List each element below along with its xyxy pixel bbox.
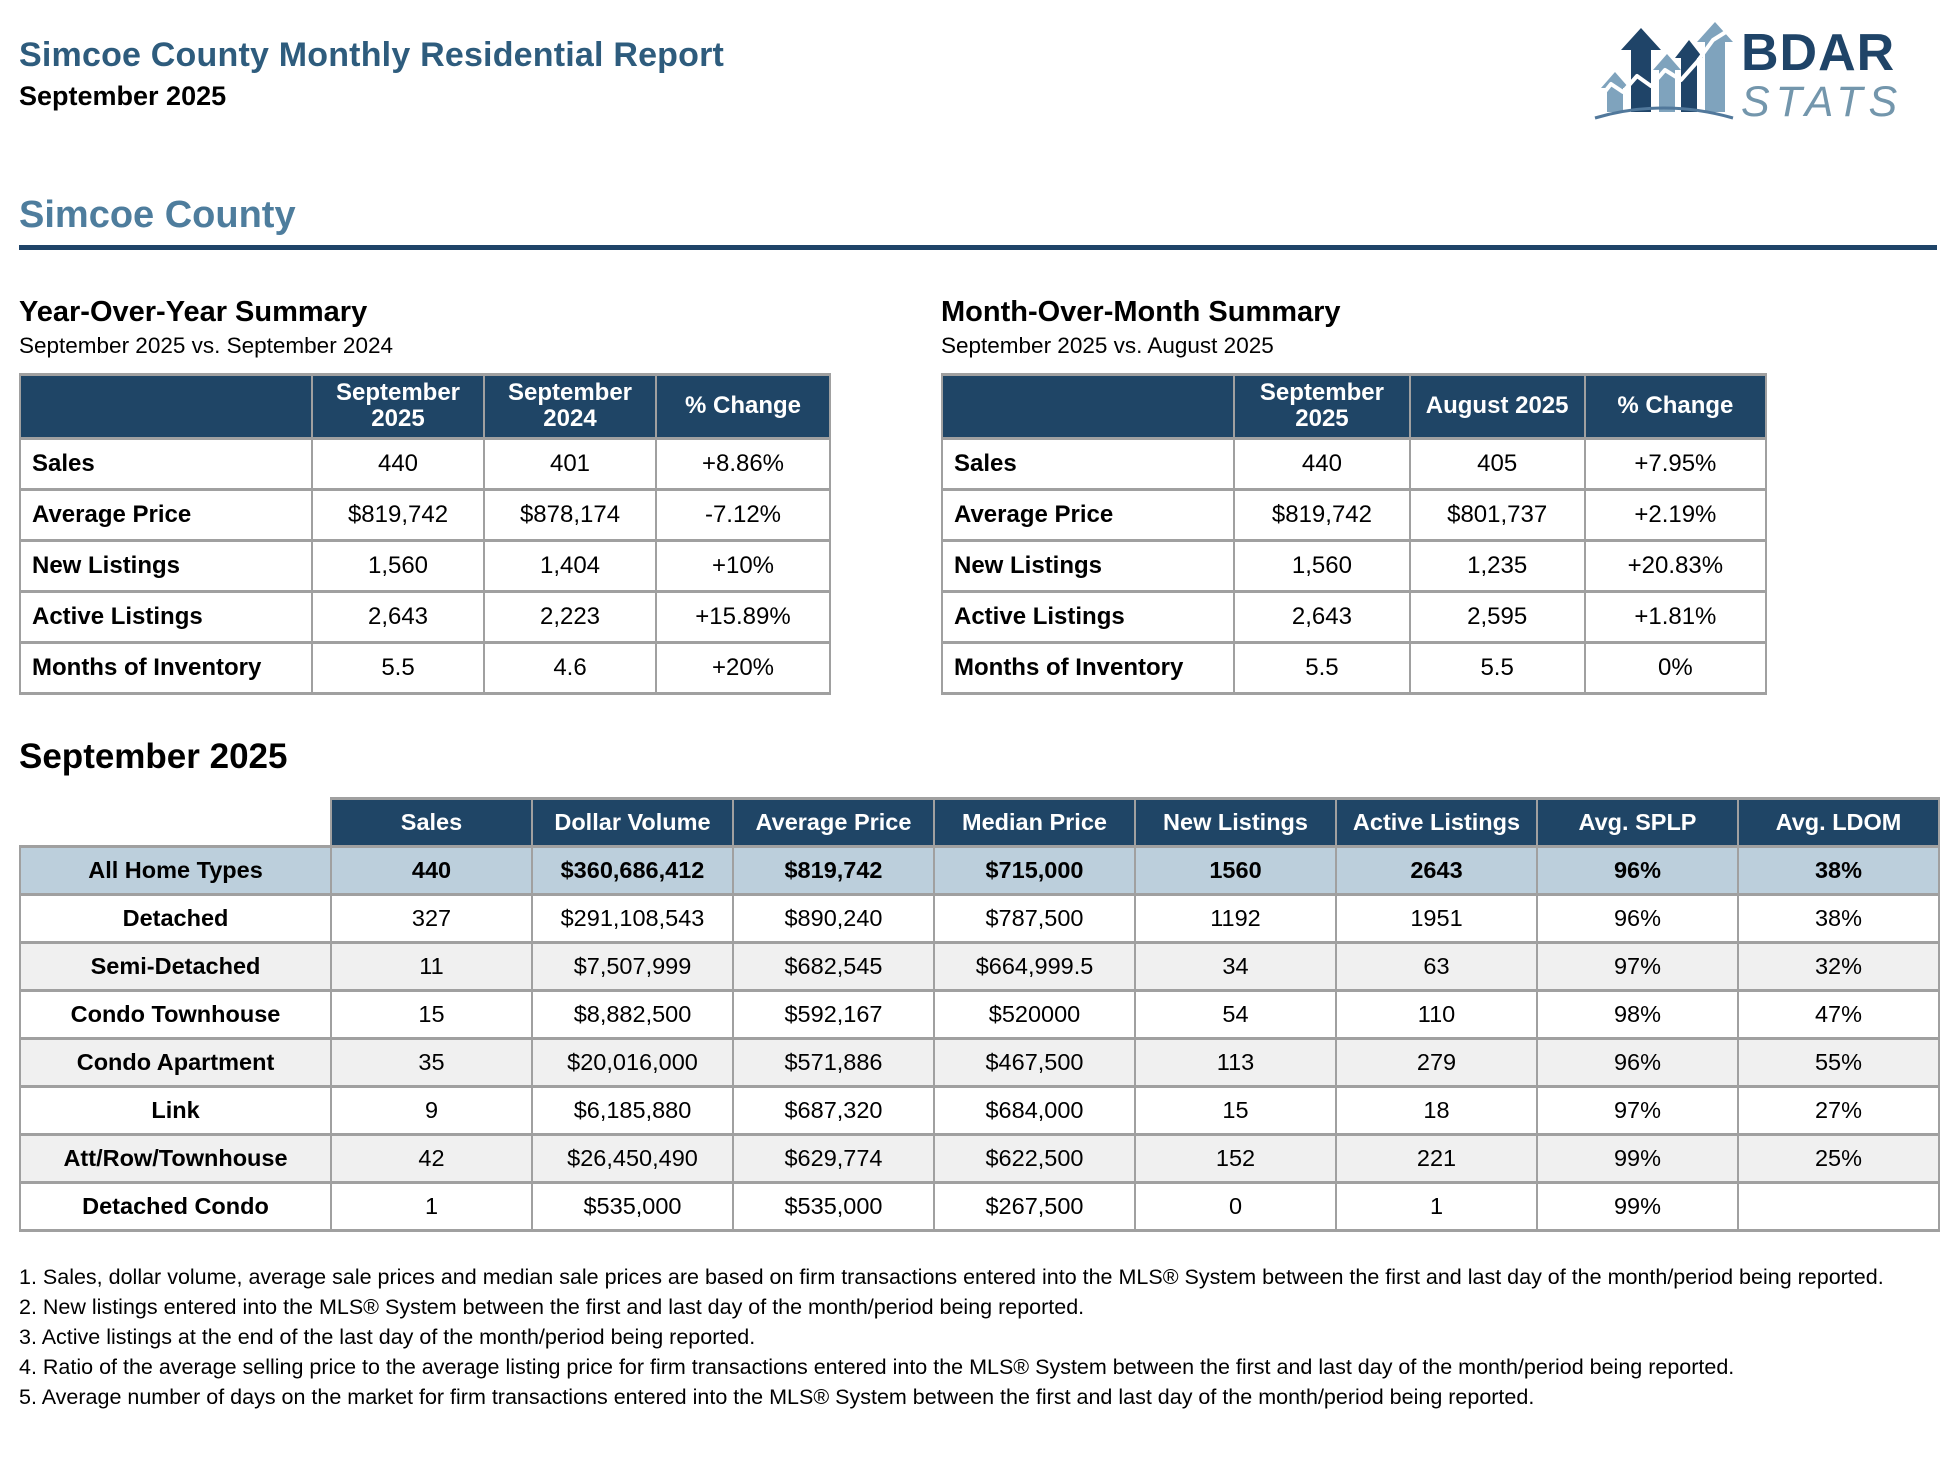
- value-cell: 0: [1135, 1182, 1336, 1230]
- value-cell: 35: [331, 1038, 532, 1086]
- column-header: Avg. LDOM: [1738, 798, 1939, 846]
- column-header-blank: [20, 375, 312, 439]
- table-row: [942, 489, 1766, 540]
- value-cell: $26,450,490: [532, 1134, 733, 1182]
- table-row: [20, 1038, 1939, 1086]
- value-cell: 1: [331, 1182, 532, 1230]
- value-cell: 96%: [1537, 846, 1738, 894]
- row-label: Condo Apartment: [20, 1038, 331, 1086]
- value-cell: $819,742: [312, 489, 484, 540]
- column-header: % Change: [1585, 375, 1766, 439]
- value-cell: 1,235: [1410, 540, 1585, 591]
- row-label: Link: [20, 1086, 331, 1134]
- row-label: Detached: [20, 894, 331, 942]
- value-cell: 97%: [1537, 1086, 1738, 1134]
- value-cell: 38%: [1738, 894, 1939, 942]
- table-row: [20, 1086, 1939, 1134]
- column-header: September 2025: [312, 375, 484, 439]
- value-cell: 2,643: [312, 591, 484, 642]
- mom-subtitle: September 2025 vs. August 2025: [941, 333, 1274, 358]
- value-cell: 405: [1410, 438, 1585, 489]
- value-cell: 42: [331, 1134, 532, 1182]
- summary-tables-row: [19, 296, 1937, 695]
- value-cell: 440: [331, 846, 532, 894]
- value-cell: $787,500: [934, 894, 1135, 942]
- value-cell: +20.83%: [1585, 540, 1766, 591]
- table-row: [942, 642, 1766, 693]
- table-row: [20, 990, 1939, 1038]
- yoy-table: [19, 373, 831, 695]
- breakdown-table: [19, 797, 1940, 1232]
- value-cell: $687,320: [733, 1086, 934, 1134]
- mom-title: Month-Over-Month Summary: [941, 296, 1341, 328]
- value-cell: 327: [331, 894, 532, 942]
- value-cell: 47%: [1738, 990, 1939, 1038]
- column-header: Median Price: [934, 798, 1135, 846]
- value-cell: 15: [1135, 1086, 1336, 1134]
- value-cell: +7.95%: [1585, 438, 1766, 489]
- footnote-line: 2. New listings entered into the MLS® System between the first and last day of the month/period being reported.: [19, 1294, 1085, 1319]
- value-cell: 5.5: [1410, 642, 1585, 693]
- value-cell: +8.86%: [656, 438, 830, 489]
- value-cell: $467,500: [934, 1038, 1135, 1086]
- column-header-blank: [20, 798, 331, 846]
- row-label: Average Price: [942, 489, 1234, 540]
- value-cell: 1560: [1135, 846, 1336, 894]
- value-cell: 98%: [1537, 990, 1738, 1038]
- value-cell: $20,016,000: [532, 1038, 733, 1086]
- row-label: Months of Inventory: [942, 642, 1234, 693]
- value-cell: 96%: [1537, 1038, 1738, 1086]
- logo-text-bdar: BDAR: [1741, 24, 1896, 82]
- value-cell: +1.81%: [1585, 591, 1766, 642]
- row-label: Sales: [20, 438, 312, 489]
- value-cell: $6,185,880: [532, 1086, 733, 1134]
- value-cell: $7,507,999: [532, 942, 733, 990]
- value-cell: 0%: [1585, 642, 1766, 693]
- value-cell: 99%: [1537, 1182, 1738, 1230]
- value-cell: 15: [331, 990, 532, 1038]
- table-row: [942, 438, 1766, 489]
- column-header: New Listings: [1135, 798, 1336, 846]
- value-cell: 401: [484, 438, 656, 489]
- row-label: Active Listings: [20, 591, 312, 642]
- value-cell: 1951: [1336, 894, 1537, 942]
- table-row: [20, 942, 1939, 990]
- row-label: New Listings: [942, 540, 1234, 591]
- table-row: [20, 1134, 1939, 1182]
- mom-summary-block: [941, 296, 1767, 695]
- value-cell: 11: [331, 942, 532, 990]
- logo-text-stats: STATS: [1741, 78, 1904, 124]
- table-row: [20, 846, 1939, 894]
- value-cell: 63: [1336, 942, 1537, 990]
- mom-table: [941, 373, 1767, 695]
- value-cell: 96%: [1537, 894, 1738, 942]
- value-cell: $622,500: [934, 1134, 1135, 1182]
- value-cell: $535,000: [733, 1182, 934, 1230]
- value-cell: +2.19%: [1585, 489, 1766, 540]
- table-row: [20, 489, 830, 540]
- footnote-line: 1. Sales, dollar volume, average sale prices and median sale prices are based on firm transactions entered into the MLS® System between the first and last day of the month/period being reported.: [19, 1264, 1884, 1289]
- section-title: Simcoe County: [19, 194, 296, 236]
- value-cell: 1,560: [1234, 540, 1409, 591]
- header-row: [20, 375, 830, 439]
- column-header: Active Listings: [1336, 798, 1537, 846]
- value-cell: $682,545: [733, 942, 934, 990]
- chart-bars-icon: [1593, 20, 1923, 124]
- row-label: Months of Inventory: [20, 642, 312, 693]
- value-cell: [1738, 1182, 1939, 1230]
- value-cell: 54: [1135, 990, 1336, 1038]
- value-cell: 2,643: [1234, 591, 1409, 642]
- table-row: [20, 894, 1939, 942]
- value-cell: +20%: [656, 642, 830, 693]
- value-cell: 97%: [1537, 942, 1738, 990]
- footnote-line: 5. Average number of days on the market for firm transactions entered into the MLS® System between the first and last day of the month/period being reported.: [19, 1384, 1535, 1409]
- value-cell: $360,686,412: [532, 846, 733, 894]
- row-label: Semi-Detached: [20, 942, 331, 990]
- value-cell: 2643: [1336, 846, 1537, 894]
- value-cell: 113: [1135, 1038, 1336, 1086]
- bdar-stats-logo: [1593, 20, 1923, 124]
- value-cell: 38%: [1738, 846, 1939, 894]
- value-cell: 27%: [1738, 1086, 1939, 1134]
- value-cell: +15.89%: [656, 591, 830, 642]
- header-row: [20, 798, 1939, 846]
- row-label: Sales: [942, 438, 1234, 489]
- report-title: Simcoe County Monthly Residential Report: [19, 36, 725, 74]
- value-cell: $819,742: [1234, 489, 1409, 540]
- value-cell: $878,174: [484, 489, 656, 540]
- column-header: September 2024: [484, 375, 656, 439]
- value-cell: $520000: [934, 990, 1135, 1038]
- value-cell: 110: [1336, 990, 1537, 1038]
- footnote-line: 3. Active listings at the end of the last day of the month/period being reported.: [19, 1324, 756, 1349]
- breakdown-title: September 2025: [19, 736, 288, 776]
- column-header: Avg. SPLP: [1537, 798, 1738, 846]
- table-row: [942, 540, 1766, 591]
- row-label: Att/Row/Townhouse: [20, 1134, 331, 1182]
- yoy-subtitle: September 2025 vs. September 2024: [19, 333, 393, 358]
- table-row: [942, 591, 1766, 642]
- footnote-line: 4. Ratio of the average selling price to the average listing price for firm transactions entered into the MLS® System between the first and last day of the month/period being reported.: [19, 1354, 1735, 1379]
- column-header: August 2025: [1410, 375, 1585, 439]
- yoy-summary-block: [19, 296, 829, 695]
- value-cell: 221: [1336, 1134, 1537, 1182]
- row-label: Condo Townhouse: [20, 990, 331, 1038]
- value-cell: 4.6: [484, 642, 656, 693]
- value-cell: $629,774: [733, 1134, 934, 1182]
- value-cell: 34: [1135, 942, 1336, 990]
- column-header: % Change: [656, 375, 830, 439]
- value-cell: 279: [1336, 1038, 1537, 1086]
- value-cell: $801,737: [1410, 489, 1585, 540]
- value-cell: $664,999.5: [934, 942, 1135, 990]
- row-label: Detached Condo: [20, 1182, 331, 1230]
- row-label: Active Listings: [942, 591, 1234, 642]
- value-cell: $8,882,500: [532, 990, 733, 1038]
- report-subtitle: September 2025: [19, 81, 227, 111]
- value-cell: 1192: [1135, 894, 1336, 942]
- row-label: New Listings: [20, 540, 312, 591]
- value-cell: 1,560: [312, 540, 484, 591]
- table-row: [20, 591, 830, 642]
- value-cell: 440: [312, 438, 484, 489]
- value-cell: 99%: [1537, 1134, 1738, 1182]
- value-cell: $715,000: [934, 846, 1135, 894]
- value-cell: 1: [1336, 1182, 1537, 1230]
- value-cell: 5.5: [1234, 642, 1409, 693]
- value-cell: $592,167: [733, 990, 934, 1038]
- footnotes: [19, 1262, 1937, 1412]
- value-cell: 18: [1336, 1086, 1537, 1134]
- yoy-title: Year-Over-Year Summary: [19, 296, 368, 328]
- value-cell: 1,404: [484, 540, 656, 591]
- value-cell: 2,595: [1410, 591, 1585, 642]
- row-label: All Home Types: [20, 846, 331, 894]
- row-label: Average Price: [20, 489, 312, 540]
- value-cell: 2,223: [484, 591, 656, 642]
- column-header: Average Price: [733, 798, 934, 846]
- value-cell: 9: [331, 1086, 532, 1134]
- report-header: [19, 24, 1937, 124]
- value-cell: 152: [1135, 1134, 1336, 1182]
- value-cell: $819,742: [733, 846, 934, 894]
- column-header: Dollar Volume: [532, 798, 733, 846]
- header-row: [942, 375, 1766, 439]
- column-header: Sales: [331, 798, 532, 846]
- value-cell: 55%: [1738, 1038, 1939, 1086]
- table-row: [20, 642, 830, 693]
- value-cell: 440: [1234, 438, 1409, 489]
- value-cell: -7.12%: [656, 489, 830, 540]
- value-cell: $291,108,543: [532, 894, 733, 942]
- value-cell: $267,500: [934, 1182, 1135, 1230]
- value-cell: +10%: [656, 540, 830, 591]
- column-header-blank: [942, 375, 1234, 439]
- table-row: [20, 1182, 1939, 1230]
- column-header: September 2025: [1234, 375, 1409, 439]
- value-cell: $571,886: [733, 1038, 934, 1086]
- value-cell: 25%: [1738, 1134, 1939, 1182]
- value-cell: $535,000: [532, 1182, 733, 1230]
- section-divider: [19, 245, 1937, 250]
- value-cell: 5.5: [312, 642, 484, 693]
- value-cell: $684,000: [934, 1086, 1135, 1134]
- value-cell: 32%: [1738, 942, 1939, 990]
- value-cell: $890,240: [733, 894, 934, 942]
- table-row: [20, 438, 830, 489]
- table-row: [20, 540, 830, 591]
